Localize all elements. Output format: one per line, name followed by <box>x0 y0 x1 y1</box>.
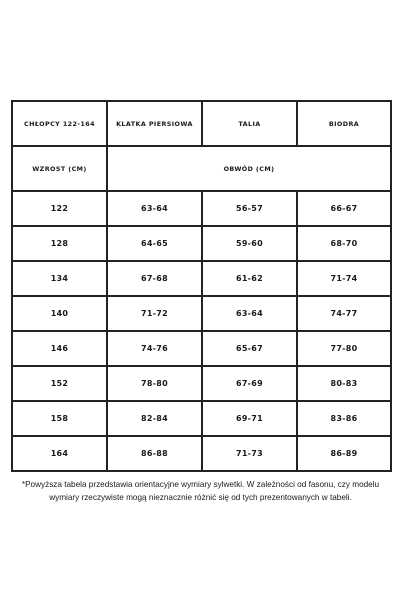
waist-value: 69-71 <box>202 401 297 436</box>
size-chart-table <box>11 100 392 472</box>
table-row <box>12 296 391 331</box>
table-row <box>12 191 391 226</box>
table-row <box>12 366 391 401</box>
waist-value: 61-62 <box>202 261 297 296</box>
waist-value: 56-57 <box>202 191 297 226</box>
column-header-waist: TALIA <box>202 101 297 146</box>
footnote-line-1: *Powyższa tabela przedstawia orientacyjne wymiary sylwetki. W zależności od fasonu, czy modelu <box>21 480 380 489</box>
table-row <box>12 226 391 261</box>
waist-value: 71-73 <box>202 436 297 471</box>
height-value: 158 <box>12 401 107 436</box>
table-row <box>12 331 391 366</box>
chest-value: 74-76 <box>107 331 202 366</box>
chest-value: 82-84 <box>107 401 202 436</box>
table-row <box>12 401 391 436</box>
size-range-label: CHŁOPCY 122-164 <box>12 101 107 146</box>
hips-value: 86-89 <box>297 436 391 471</box>
chest-value: 67-68 <box>107 261 202 296</box>
hips-value: 66-67 <box>297 191 391 226</box>
hips-value: 68-70 <box>297 226 391 261</box>
table-row <box>12 436 391 471</box>
height-value: 122 <box>12 191 107 226</box>
footnote-line-2: wymiary rzeczywiste mogą nieznacznie różnić się od tych prezentowanych w tabeli. <box>49 493 352 502</box>
chest-value: 86-88 <box>107 436 202 471</box>
height-value: 152 <box>12 366 107 401</box>
hips-value: 83-86 <box>297 401 391 436</box>
height-value: 140 <box>12 296 107 331</box>
waist-value: 65-67 <box>202 331 297 366</box>
height-value: 164 <box>12 436 107 471</box>
waist-value: 67-69 <box>202 366 297 401</box>
chest-value: 64-65 <box>107 226 202 261</box>
hips-value: 77-80 <box>297 331 391 366</box>
chest-value: 71-72 <box>107 296 202 331</box>
circumference-unit-label: OBWÓD (CM) <box>107 146 391 191</box>
chest-value: 78-80 <box>107 366 202 401</box>
hips-value: 80-83 <box>297 366 391 401</box>
height-value: 146 <box>12 331 107 366</box>
hips-value: 71-74 <box>297 261 391 296</box>
chest-value: 63-64 <box>107 191 202 226</box>
column-header-hips: BIODRA <box>297 101 391 146</box>
height-unit-label: WZROST (CM) <box>12 146 107 191</box>
height-value: 134 <box>12 261 107 296</box>
waist-value: 59-60 <box>202 226 297 261</box>
table-header-row <box>12 101 391 146</box>
height-value: 128 <box>12 226 107 261</box>
size-chart-body <box>12 101 391 471</box>
table-row <box>12 261 391 296</box>
footnote <box>0 478 401 504</box>
table-subheader-row <box>12 146 391 191</box>
hips-value: 74-77 <box>297 296 391 331</box>
column-header-chest: KLATKA PIERSIOWA <box>107 101 202 146</box>
waist-value: 63-64 <box>202 296 297 331</box>
